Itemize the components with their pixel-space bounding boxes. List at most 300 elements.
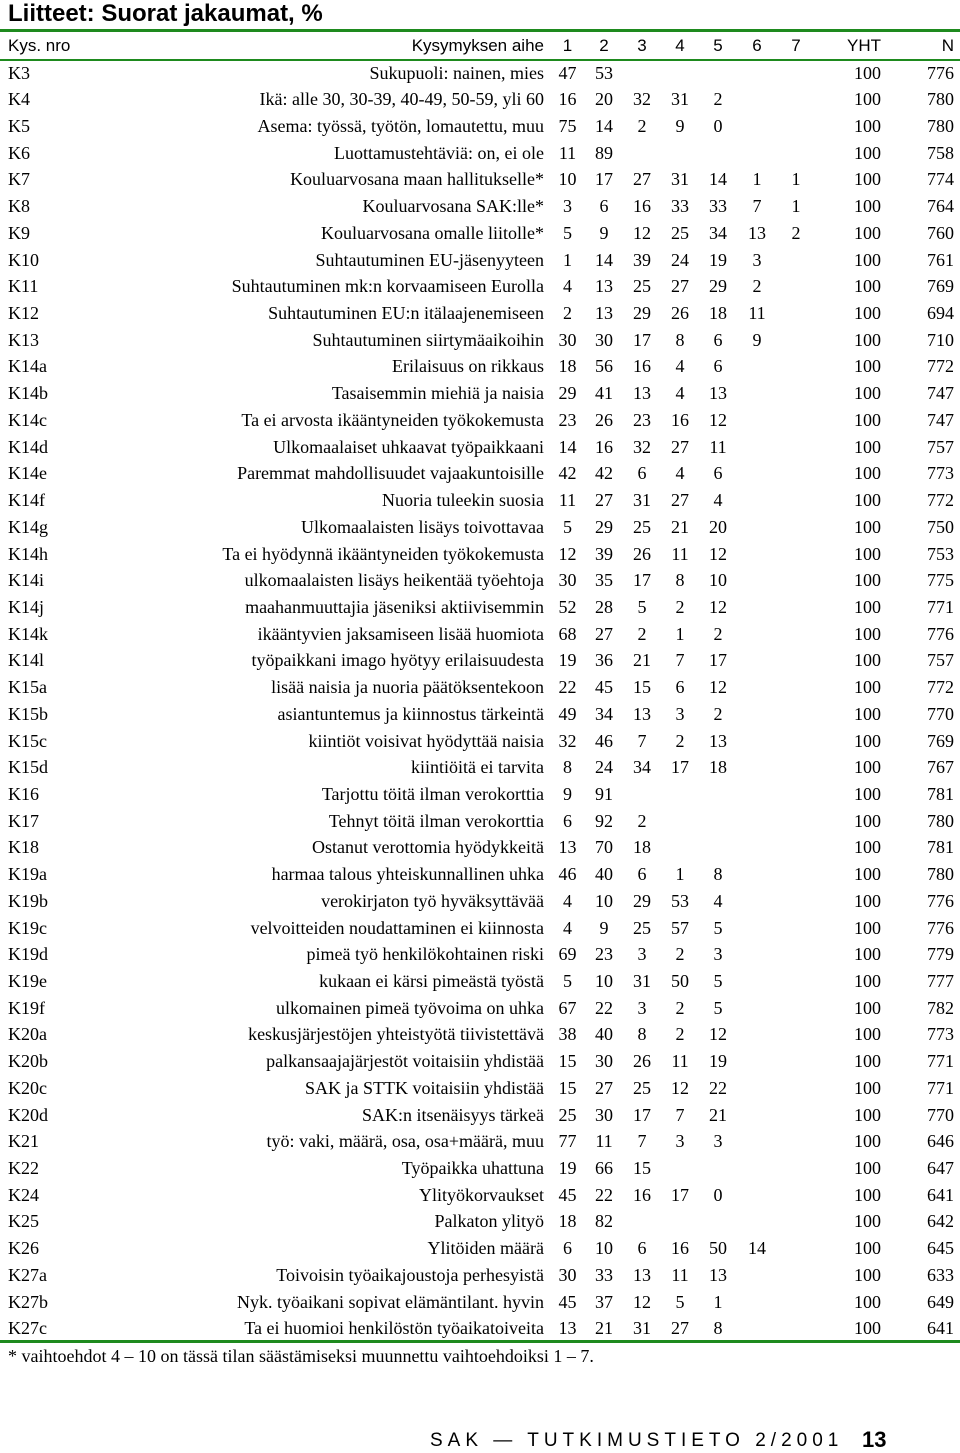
option-3-percent-cell: 16 bbox=[633, 196, 651, 217]
total-cell: 100 bbox=[854, 703, 881, 724]
option-2-percent-cell: 45 bbox=[595, 677, 613, 698]
option-7-percent-cell bbox=[777, 1182, 815, 1209]
n-cell: 780 bbox=[927, 89, 954, 110]
option-1-percent-cell: 11 bbox=[558, 142, 577, 163]
option-5-percent-cell: 12 bbox=[709, 596, 727, 617]
n-cell: 641 bbox=[927, 1318, 954, 1339]
option-4-percent-cell: 11 bbox=[671, 1051, 689, 1072]
total-cell: 100 bbox=[854, 917, 881, 938]
option-6-percent-cell bbox=[737, 701, 777, 728]
n-cell: 777 bbox=[927, 971, 954, 992]
option-3-percent-cell: 26 bbox=[633, 543, 651, 564]
option-6-percent-cell bbox=[737, 1102, 777, 1129]
option-6-percent-cell bbox=[737, 594, 777, 621]
option-5-percent-cell: 11 bbox=[709, 436, 727, 457]
option-7-percent-cell bbox=[777, 701, 815, 728]
option-2-percent-cell: 91 bbox=[595, 783, 613, 804]
option-1-percent-cell: 30 bbox=[558, 1264, 577, 1285]
option-2-percent-cell: 34 bbox=[595, 703, 613, 724]
table-row bbox=[0, 1075, 960, 1102]
question-topic-cell: keskusjärjestöjen yhteistyötä tiivistettävä bbox=[248, 1024, 544, 1045]
option-7-percent-cell bbox=[777, 915, 815, 942]
option-2-percent-cell: 41 bbox=[595, 383, 613, 404]
question-topic-cell: Ta ei hyödynnä ikääntyneiden työkokemusta bbox=[222, 543, 544, 564]
option-5-percent-cell: 20 bbox=[709, 516, 727, 537]
option-6-percent-cell: 9 bbox=[752, 329, 762, 350]
option-7-percent-cell: 2 bbox=[791, 222, 801, 243]
table-row bbox=[0, 461, 960, 488]
option-3-percent-cell: 32 bbox=[633, 436, 651, 457]
n-cell: 694 bbox=[927, 303, 954, 324]
option-7-percent-cell bbox=[777, 728, 815, 755]
total-cell: 100 bbox=[854, 1291, 881, 1312]
option-6-percent-cell: 2 bbox=[752, 276, 762, 297]
header-total: YHT bbox=[847, 36, 881, 56]
option-1-percent-cell: 13 bbox=[558, 1318, 577, 1339]
option-6-percent-cell: 7 bbox=[752, 196, 762, 217]
n-cell: 764 bbox=[927, 196, 954, 217]
question-id-cell: K15c bbox=[8, 730, 47, 751]
option-6-percent-cell bbox=[737, 60, 777, 87]
option-6-percent-cell bbox=[737, 1262, 777, 1289]
question-topic-cell: Suhtautuminen mk:n korvaamiseen Eurolla bbox=[231, 276, 544, 297]
option-7-percent-cell bbox=[777, 1209, 815, 1236]
option-3-percent-cell: 39 bbox=[633, 249, 651, 270]
table-row bbox=[0, 1182, 960, 1209]
option-4-percent-cell: 11 bbox=[671, 543, 689, 564]
table-row bbox=[0, 861, 960, 888]
n-cell: 647 bbox=[927, 1158, 954, 1179]
table-row bbox=[0, 1209, 960, 1236]
question-id-cell: K27c bbox=[8, 1318, 47, 1339]
option-7-percent-cell bbox=[777, 327, 815, 354]
option-1-percent-cell: 12 bbox=[558, 543, 577, 564]
option-2-percent-cell: 30 bbox=[595, 1051, 613, 1072]
table-row bbox=[0, 86, 960, 113]
option-6-percent-cell bbox=[737, 915, 777, 942]
option-3-percent-cell bbox=[623, 781, 661, 808]
question-id-cell: K14h bbox=[8, 543, 48, 564]
question-id-cell: K14l bbox=[8, 650, 44, 671]
option-2-percent-cell: 89 bbox=[595, 142, 613, 163]
question-id-cell: K14j bbox=[8, 596, 44, 617]
option-2-percent-cell: 35 bbox=[595, 570, 613, 591]
question-id-cell: K4 bbox=[8, 89, 30, 110]
option-1-percent-cell: 9 bbox=[563, 783, 572, 804]
option-1-percent-cell: 3 bbox=[563, 196, 572, 217]
option-7-percent-cell bbox=[777, 1235, 815, 1262]
option-7-percent-cell bbox=[777, 1102, 815, 1129]
option-5-percent-cell: 2 bbox=[713, 623, 723, 644]
n-cell: 633 bbox=[927, 1264, 954, 1285]
option-2-percent-cell: 13 bbox=[595, 303, 613, 324]
n-cell: 781 bbox=[927, 783, 954, 804]
question-id-cell: K27b bbox=[8, 1291, 48, 1312]
option-4-percent-cell: 2 bbox=[675, 944, 685, 965]
option-7-percent-cell bbox=[777, 968, 815, 995]
option-5-percent-cell: 8 bbox=[713, 1318, 723, 1339]
question-topic-cell: Tasaisemmin miehiä ja naisia bbox=[331, 383, 544, 404]
option-6-percent-cell bbox=[737, 461, 777, 488]
n-cell: 780 bbox=[927, 864, 954, 885]
option-4-percent-cell: 17 bbox=[671, 1184, 689, 1205]
total-cell: 100 bbox=[854, 543, 881, 564]
option-7-percent-cell bbox=[777, 1128, 815, 1155]
question-id-cell: K27a bbox=[8, 1264, 47, 1285]
option-7-percent-cell bbox=[777, 113, 815, 140]
option-2-percent-cell: 17 bbox=[595, 169, 613, 190]
option-3-percent-cell: 25 bbox=[633, 1077, 651, 1098]
option-3-percent-cell: 5 bbox=[637, 596, 647, 617]
question-topic-cell: verokirjaton työ hyväksyttävää bbox=[321, 890, 544, 911]
option-2-percent-cell: 9 bbox=[599, 222, 609, 243]
option-7-percent-cell bbox=[777, 380, 815, 407]
question-topic-cell: SAK:n itsenäisyys tärkeä bbox=[362, 1104, 544, 1125]
option-4-percent-cell bbox=[661, 1155, 699, 1182]
header-n: N bbox=[941, 36, 954, 56]
option-4-percent-cell: 27 bbox=[671, 490, 689, 511]
question-topic-cell: kukaan ei kärsi pimeästä työstä bbox=[319, 971, 544, 992]
total-cell: 100 bbox=[854, 62, 881, 83]
option-4-percent-cell: 27 bbox=[671, 1318, 689, 1339]
option-1-percent-cell: 4 bbox=[563, 917, 572, 938]
option-4-percent-cell: 8 bbox=[675, 329, 685, 350]
option-4-percent-cell: 57 bbox=[671, 917, 689, 938]
option-7-percent-cell bbox=[777, 861, 815, 888]
table-row bbox=[0, 754, 960, 781]
option-1-percent-cell: 23 bbox=[558, 409, 577, 430]
total-cell: 100 bbox=[854, 864, 881, 885]
option-4-percent-cell: 2 bbox=[675, 596, 685, 617]
n-cell: 641 bbox=[927, 1184, 954, 1205]
option-5-percent-cell: 2 bbox=[713, 89, 723, 110]
option-1-percent-cell: 18 bbox=[558, 356, 577, 377]
option-1-percent-cell: 19 bbox=[558, 1158, 577, 1179]
option-3-percent-cell: 12 bbox=[633, 222, 651, 243]
total-cell: 100 bbox=[854, 1211, 881, 1232]
option-4-percent-cell: 26 bbox=[671, 303, 689, 324]
option-3-percent-cell: 7 bbox=[637, 730, 647, 751]
question-topic-cell: Ostanut verottomia hyödykkeitä bbox=[312, 837, 544, 858]
option-1-percent-cell: 46 bbox=[558, 864, 577, 885]
option-7-percent-cell bbox=[777, 541, 815, 568]
question-topic-cell: Kouluarvosana maan hallitukselle* bbox=[290, 169, 544, 190]
table-row bbox=[0, 407, 960, 434]
option-7-percent-cell bbox=[777, 567, 815, 594]
option-5-percent-cell: 3 bbox=[713, 944, 723, 965]
option-2-percent-cell: 6 bbox=[599, 196, 609, 217]
option-5-percent-cell: 3 bbox=[713, 1131, 723, 1152]
option-2-percent-cell: 56 bbox=[595, 356, 613, 377]
option-6-percent-cell bbox=[737, 781, 777, 808]
table-row bbox=[0, 1235, 960, 1262]
option-6-percent-cell bbox=[737, 380, 777, 407]
table-row bbox=[0, 167, 960, 194]
question-id-cell: K16 bbox=[8, 783, 39, 804]
option-6-percent-cell bbox=[737, 113, 777, 140]
option-4-percent-cell: 2 bbox=[675, 997, 685, 1018]
n-cell: 781 bbox=[927, 837, 954, 858]
option-2-percent-cell: 27 bbox=[595, 1077, 613, 1098]
option-1-percent-cell: 14 bbox=[558, 436, 577, 457]
n-cell: 776 bbox=[927, 623, 954, 644]
option-7-percent-cell: 1 bbox=[791, 169, 801, 190]
question-id-cell: K15a bbox=[8, 677, 47, 698]
option-4-percent-cell: 3 bbox=[675, 703, 685, 724]
option-1-percent-cell: 4 bbox=[563, 276, 572, 297]
option-5-percent-cell: 13 bbox=[709, 1264, 727, 1285]
option-6-percent-cell bbox=[737, 1289, 777, 1316]
table-row bbox=[0, 648, 960, 675]
option-7-percent-cell bbox=[777, 754, 815, 781]
question-id-cell: K20d bbox=[8, 1104, 48, 1125]
option-7-percent-cell bbox=[777, 1075, 815, 1102]
n-cell: 776 bbox=[927, 917, 954, 938]
question-topic-cell: Luottamustehtäviä: on, ei ole bbox=[334, 142, 544, 163]
question-topic-cell: ikääntyvien jaksamiseen lisää huomiota bbox=[257, 623, 544, 644]
option-4-percent-cell: 5 bbox=[675, 1291, 685, 1312]
question-id-cell: K14b bbox=[8, 383, 48, 404]
option-4-percent-cell: 9 bbox=[675, 116, 685, 137]
table-row bbox=[0, 674, 960, 701]
total-cell: 100 bbox=[854, 303, 881, 324]
header-option-2: 2 bbox=[599, 36, 609, 56]
question-id-cell: K15b bbox=[8, 703, 48, 724]
total-cell: 100 bbox=[854, 1158, 881, 1179]
total-cell: 100 bbox=[854, 249, 881, 270]
total-cell: 100 bbox=[854, 890, 881, 911]
table-row bbox=[0, 1102, 960, 1129]
n-cell: 710 bbox=[927, 329, 954, 350]
table-row bbox=[0, 514, 960, 541]
option-3-percent-cell: 7 bbox=[637, 1131, 647, 1152]
table-bottom-rule bbox=[0, 1340, 960, 1343]
option-6-percent-cell bbox=[737, 728, 777, 755]
total-cell: 100 bbox=[854, 169, 881, 190]
question-id-cell: K14e bbox=[8, 463, 47, 484]
table-row bbox=[0, 140, 960, 167]
option-1-percent-cell: 5 bbox=[563, 971, 572, 992]
option-3-percent-cell: 12 bbox=[633, 1291, 651, 1312]
question-topic-cell: Ta ei huomioi henkilöstön työaikatoiveita bbox=[244, 1318, 544, 1339]
header-option-7: 7 bbox=[791, 36, 801, 56]
option-3-percent-cell: 13 bbox=[633, 383, 651, 404]
option-6-percent-cell bbox=[737, 835, 777, 862]
total-cell: 100 bbox=[854, 222, 881, 243]
question-topic-cell: Kouluarvosana SAK:lle* bbox=[362, 196, 544, 217]
option-2-percent-cell: 27 bbox=[595, 490, 613, 511]
option-3-percent-cell: 34 bbox=[633, 757, 651, 778]
total-cell: 100 bbox=[854, 650, 881, 671]
question-id-cell: K18 bbox=[8, 837, 39, 858]
question-topic-cell: Ulkomaalaisten lisäys toivottavaa bbox=[301, 516, 544, 537]
n-cell: 779 bbox=[927, 944, 954, 965]
publication-footer: SAK — TUTKIMUSTIETO 2/2001 bbox=[430, 1430, 844, 1451]
n-cell: 770 bbox=[927, 703, 954, 724]
option-1-percent-cell: 25 bbox=[558, 1104, 577, 1125]
option-3-percent-cell: 17 bbox=[633, 329, 651, 350]
total-cell: 100 bbox=[854, 436, 881, 457]
option-7-percent-cell bbox=[777, 621, 815, 648]
option-4-percent-cell: 4 bbox=[675, 383, 685, 404]
total-cell: 100 bbox=[854, 1051, 881, 1072]
option-5-percent-cell: 2 bbox=[713, 703, 723, 724]
option-1-percent-cell: 38 bbox=[558, 1024, 577, 1045]
n-cell: 642 bbox=[927, 1211, 954, 1232]
total-cell: 100 bbox=[854, 1024, 881, 1045]
question-id-cell: K24 bbox=[8, 1184, 39, 1205]
option-2-percent-cell: 53 bbox=[595, 62, 613, 83]
option-7-percent-cell bbox=[777, 140, 815, 167]
option-7-percent-cell bbox=[777, 941, 815, 968]
question-topic-cell: Suhtautuminen siirtymäaikoihin bbox=[312, 329, 544, 350]
option-2-percent-cell: 92 bbox=[595, 810, 613, 831]
option-2-percent-cell: 22 bbox=[595, 997, 613, 1018]
option-1-percent-cell: 18 bbox=[558, 1211, 577, 1232]
table-row bbox=[0, 434, 960, 461]
question-id-cell: K14i bbox=[8, 570, 44, 591]
option-2-percent-cell: 20 bbox=[595, 89, 613, 110]
question-id-cell: K8 bbox=[8, 196, 30, 217]
n-cell: 772 bbox=[927, 490, 954, 511]
option-5-percent-cell bbox=[699, 808, 737, 835]
option-3-percent-cell: 13 bbox=[633, 703, 651, 724]
option-1-percent-cell: 69 bbox=[558, 944, 577, 965]
question-topic-cell: Nyk. työaikani sopivat elämäntilant. hyvin bbox=[237, 1291, 544, 1312]
table-row bbox=[0, 808, 960, 835]
option-3-percent-cell bbox=[623, 1209, 661, 1236]
option-5-percent-cell: 34 bbox=[709, 222, 727, 243]
option-2-percent-cell: 14 bbox=[595, 116, 613, 137]
option-3-percent-cell: 26 bbox=[633, 1051, 651, 1072]
question-id-cell: K20b bbox=[8, 1051, 48, 1072]
option-4-percent-cell: 7 bbox=[675, 1104, 685, 1125]
option-5-percent-cell: 29 bbox=[709, 276, 727, 297]
option-4-percent-cell: 3 bbox=[675, 1131, 685, 1152]
option-6-percent-cell bbox=[737, 995, 777, 1022]
option-6-percent-cell: 14 bbox=[748, 1238, 766, 1259]
option-5-percent-cell: 6 bbox=[713, 356, 723, 377]
option-5-percent-cell: 13 bbox=[709, 383, 727, 404]
option-6-percent-cell bbox=[737, 1316, 777, 1343]
option-6-percent-cell bbox=[737, 541, 777, 568]
question-topic-cell: ulkomaalaisten lisäys heikentää työehtoja bbox=[244, 570, 544, 591]
option-2-percent-cell: 24 bbox=[595, 757, 613, 778]
option-5-percent-cell: 12 bbox=[709, 409, 727, 430]
option-4-percent-cell: 31 bbox=[671, 89, 689, 110]
total-cell: 100 bbox=[854, 730, 881, 751]
option-6-percent-cell bbox=[737, 1128, 777, 1155]
option-4-percent-cell: 53 bbox=[671, 890, 689, 911]
table-row bbox=[0, 567, 960, 594]
total-cell: 100 bbox=[854, 383, 881, 404]
table-row bbox=[0, 1289, 960, 1316]
option-7-percent-cell bbox=[777, 648, 815, 675]
option-4-percent-cell: 21 bbox=[671, 516, 689, 537]
option-4-percent-cell: 31 bbox=[671, 169, 689, 190]
option-6-percent-cell bbox=[737, 674, 777, 701]
option-4-percent-cell: 4 bbox=[675, 356, 685, 377]
n-cell: 645 bbox=[927, 1238, 954, 1259]
total-cell: 100 bbox=[854, 116, 881, 137]
question-topic-cell: SAK ja STTK voitaisiin yhdistää bbox=[305, 1077, 544, 1098]
option-6-percent-cell bbox=[737, 648, 777, 675]
table-row bbox=[0, 220, 960, 247]
n-cell: 753 bbox=[927, 543, 954, 564]
table-row bbox=[0, 273, 960, 300]
total-cell: 100 bbox=[854, 276, 881, 297]
table-row bbox=[0, 327, 960, 354]
option-2-percent-cell: 46 bbox=[595, 730, 613, 751]
option-6-percent-cell: 1 bbox=[752, 169, 762, 190]
option-3-percent-cell: 23 bbox=[633, 409, 651, 430]
total-cell: 100 bbox=[854, 89, 881, 110]
question-id-cell: K13 bbox=[8, 329, 39, 350]
option-2-percent-cell: 10 bbox=[595, 890, 613, 911]
option-1-percent-cell: 45 bbox=[558, 1291, 577, 1312]
question-id-cell: K10 bbox=[8, 249, 39, 270]
n-cell: 770 bbox=[927, 1104, 954, 1125]
table-row bbox=[0, 1048, 960, 1075]
option-3-percent-cell: 15 bbox=[633, 1158, 651, 1179]
question-id-cell: K9 bbox=[8, 222, 30, 243]
n-cell: 776 bbox=[927, 890, 954, 911]
option-6-percent-cell bbox=[737, 808, 777, 835]
option-7-percent-cell bbox=[777, 1048, 815, 1075]
option-1-percent-cell: 15 bbox=[558, 1051, 577, 1072]
option-2-percent-cell: 40 bbox=[595, 864, 613, 885]
option-4-percent-cell: 2 bbox=[675, 730, 685, 751]
option-2-percent-cell: 29 bbox=[595, 516, 613, 537]
question-id-cell: K14k bbox=[8, 623, 48, 644]
option-2-percent-cell: 22 bbox=[595, 1184, 613, 1205]
option-7-percent-cell bbox=[777, 1155, 815, 1182]
table-row bbox=[0, 1022, 960, 1049]
n-cell: 774 bbox=[927, 169, 954, 190]
option-2-percent-cell: 82 bbox=[595, 1211, 613, 1232]
n-cell: 773 bbox=[927, 1024, 954, 1045]
option-1-percent-cell: 16 bbox=[558, 89, 577, 110]
question-id-cell: K12 bbox=[8, 303, 39, 324]
option-5-percent-cell: 19 bbox=[709, 1051, 727, 1072]
option-4-percent-cell: 1 bbox=[675, 623, 685, 644]
option-2-percent-cell: 36 bbox=[595, 650, 613, 671]
option-1-percent-cell: 45 bbox=[558, 1184, 577, 1205]
table-row bbox=[0, 915, 960, 942]
question-topic-cell: kiintiöitä ei tarvita bbox=[411, 757, 544, 778]
question-topic-cell: Suhtautuminen EU:n itälaajenemiseen bbox=[268, 303, 544, 324]
n-cell: 772 bbox=[927, 356, 954, 377]
question-topic-cell: Työpaikka uhattuna bbox=[401, 1158, 544, 1179]
total-cell: 100 bbox=[854, 837, 881, 858]
option-6-percent-cell bbox=[737, 407, 777, 434]
option-2-percent-cell: 10 bbox=[595, 971, 613, 992]
option-2-percent-cell: 30 bbox=[595, 1104, 613, 1125]
question-topic-cell: Paremmat mahdollisuudet vajaakuntoisille bbox=[237, 463, 544, 484]
question-topic-cell: Suhtautuminen EU-jäsenyyteen bbox=[315, 249, 544, 270]
n-cell: 757 bbox=[927, 650, 954, 671]
total-cell: 100 bbox=[854, 757, 881, 778]
n-cell: 757 bbox=[927, 436, 954, 457]
option-5-percent-cell: 50 bbox=[709, 1238, 727, 1259]
total-cell: 100 bbox=[854, 1131, 881, 1152]
option-3-percent-cell: 2 bbox=[637, 116, 647, 137]
option-2-percent-cell: 23 bbox=[595, 944, 613, 965]
option-5-percent-cell bbox=[699, 835, 737, 862]
n-cell: 758 bbox=[927, 142, 954, 163]
option-1-percent-cell: 19 bbox=[558, 650, 577, 671]
option-3-percent-cell: 16 bbox=[633, 356, 651, 377]
